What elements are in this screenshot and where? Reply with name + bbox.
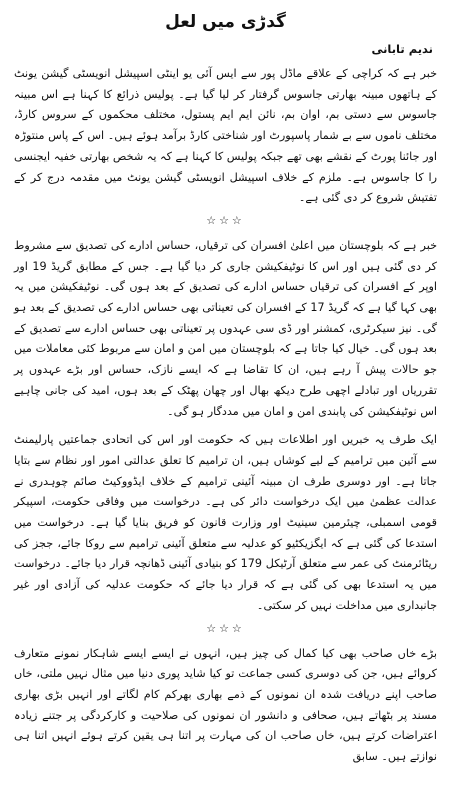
article-title: گدڑی میں لعل xyxy=(165,12,286,32)
paragraph-4: بڑے خاں صاحب بھی کیا کمال کی چیز ہیں، انہوں نے ایسے ایسے شاہکار نمونے متعارف کروائے ہیں، جن کی دوسری کسی جماعت تو کیا شاید پوری دنیا میں مثال نہیں ملتی، خاں صاحب اپنے دریافت شدہ ان نمونوں کے ذمے بھاری بھرکم کام لگاتے اور انہیں بڑی بھاری مسند پر بٹھاتے ہیں، صحافی و دانشور ان نمونوں کی صلاحیت و کارکردگی پر جتنے زیادہ اعتراضات کرتے ہیں، خاں صاحب ان کی مہارت پر اتنا ہی یقین کرتے ہوئے انہیں اتنا ہی نوازتے ہیں۔ سابق xyxy=(14,646,437,764)
paragraph-1: خبر ہے کہ کراچی کے علاقے ماڈل پور سے ایس آئی یو اینٹی اسپیشل انویسٹی گیشن یونٹ کے ہاتھوں مبینہ بھارتی جاسوس گرفتار کر لیا گیا ہے۔ پولیس ذرائع کا کہنا ہے اس مبینہ جاسوس سے دستی بم، اوان بم، نائن ایم ایم پستول، مختلف محکموں کے سروس کارڈ، مختلف ناموں سے بے شمار پاسپورٹ اور شناختی کارڈ برآمد ہوئے ہیں۔ اس کے پاس منتوڑہ اور جائنا پورٹ کے نقشے بھی تھے جبکہ پولیس کا کہنا ہے کہ یہ شخص بھارتی خفیہ ایجنسی را کا جاسوس ہے۔ ملزم کے خلاف اسپیشل انویسٹی گیشن یونٹ میں مقدمہ درج کر کے تفتیش شروع کر دی گئی ہے۔ xyxy=(14,67,437,205)
paragraph-gap xyxy=(14,422,437,430)
section-separator-1: ☆☆☆ xyxy=(206,213,245,227)
section-separator-2: ☆☆☆ xyxy=(206,621,245,635)
paragraph-3: ایک طرف یہ خبریں اور اطلاعات ہیں کہ حکومت اور اس کی اتحادی جماعتیں پارلیمنٹ سے آئین میں ترامیم کے لیے کوشاں ہیں، ان ترامیم کا تعلق عدالتی امور اور نظام سے بتایا جاتا ہے۔ اور دوسری طرف ان مبینہ آئینی ترامیم کے خلاف ایڈووکیٹ صائم چوہدری نے عدالت عظمیٰ میں ایک درخواست دائر کی ہے۔ درخواست میں وفاقی حکومت، اسپیکر قومی اسمبلی، چیئرمین سینیٹ اور وزارت قانون کو فریق بنایا گیا ہے۔ درخواست میں استدعا کی گئی ہے کہ ایگزیکٹیو کو عدلیہ سے متعلق آئینی ترامیم سے روکا جائے، ججز کی ریٹائرمنٹ کی عمر سے متعلق آرٹیکل 179 کو بنیادی آئینی ڈھانچہ قرار دیا جائے۔ درخواست میں یہ استدعا بھی کی گئی ہے کہ قرار دیا جائے کہ حکومت عدلیہ کی آزادی اور غیر جانبداری میں مداخلت نہیں کر سکتی۔ xyxy=(14,433,438,612)
paragraph-2: خبر ہے کہ بلوچستان میں اعلیٰ افسران کی ترقیاں، حساس ادارے کی تصدیق سے مشروط کر دی گئی ہیں اور اس کا نوٹیفکیشن جاری کر دیا گیا ہے۔ جس کے مطابق گریڈ 19 اور اوپر کے افسران کی ترقیاں حساس ادارے کی تصدیق کے بعد ہوں گی۔ نوٹیفکیشن میں یہ بھی کہا گیا ہے کہ گریڈ 17 کے افسران کی تعیناتی بھی حساس ادارے کی تصدیق کے بعد ہو گی۔ نیز سیکرٹری، کمشنر اور ڈی سی عہدوں پر تعیناتی بھی حساس ادارے سے تصدیق کے بعد ہوں گی۔ خیال کیا جاتا ہے کہ بلوچستان میں امن و امان سے مربوط کئی معاملات میں جو حالات پیش آ رہے ہیں، ان کا تقاضا ہے کہ ایسے نازک، حساس اور بڑے عہدوں پر تقرریاں اور تبادلے اچھی طرح دیکھ بھال اور چھان پھٹک کے بعد ہوں، امید کی جانی چاہیے اس نوٹیفکیشن کی پابندی امن و امان میں مددگار ہو گی۔ xyxy=(14,238,437,418)
author-name: ندیم تابانی xyxy=(371,42,433,56)
